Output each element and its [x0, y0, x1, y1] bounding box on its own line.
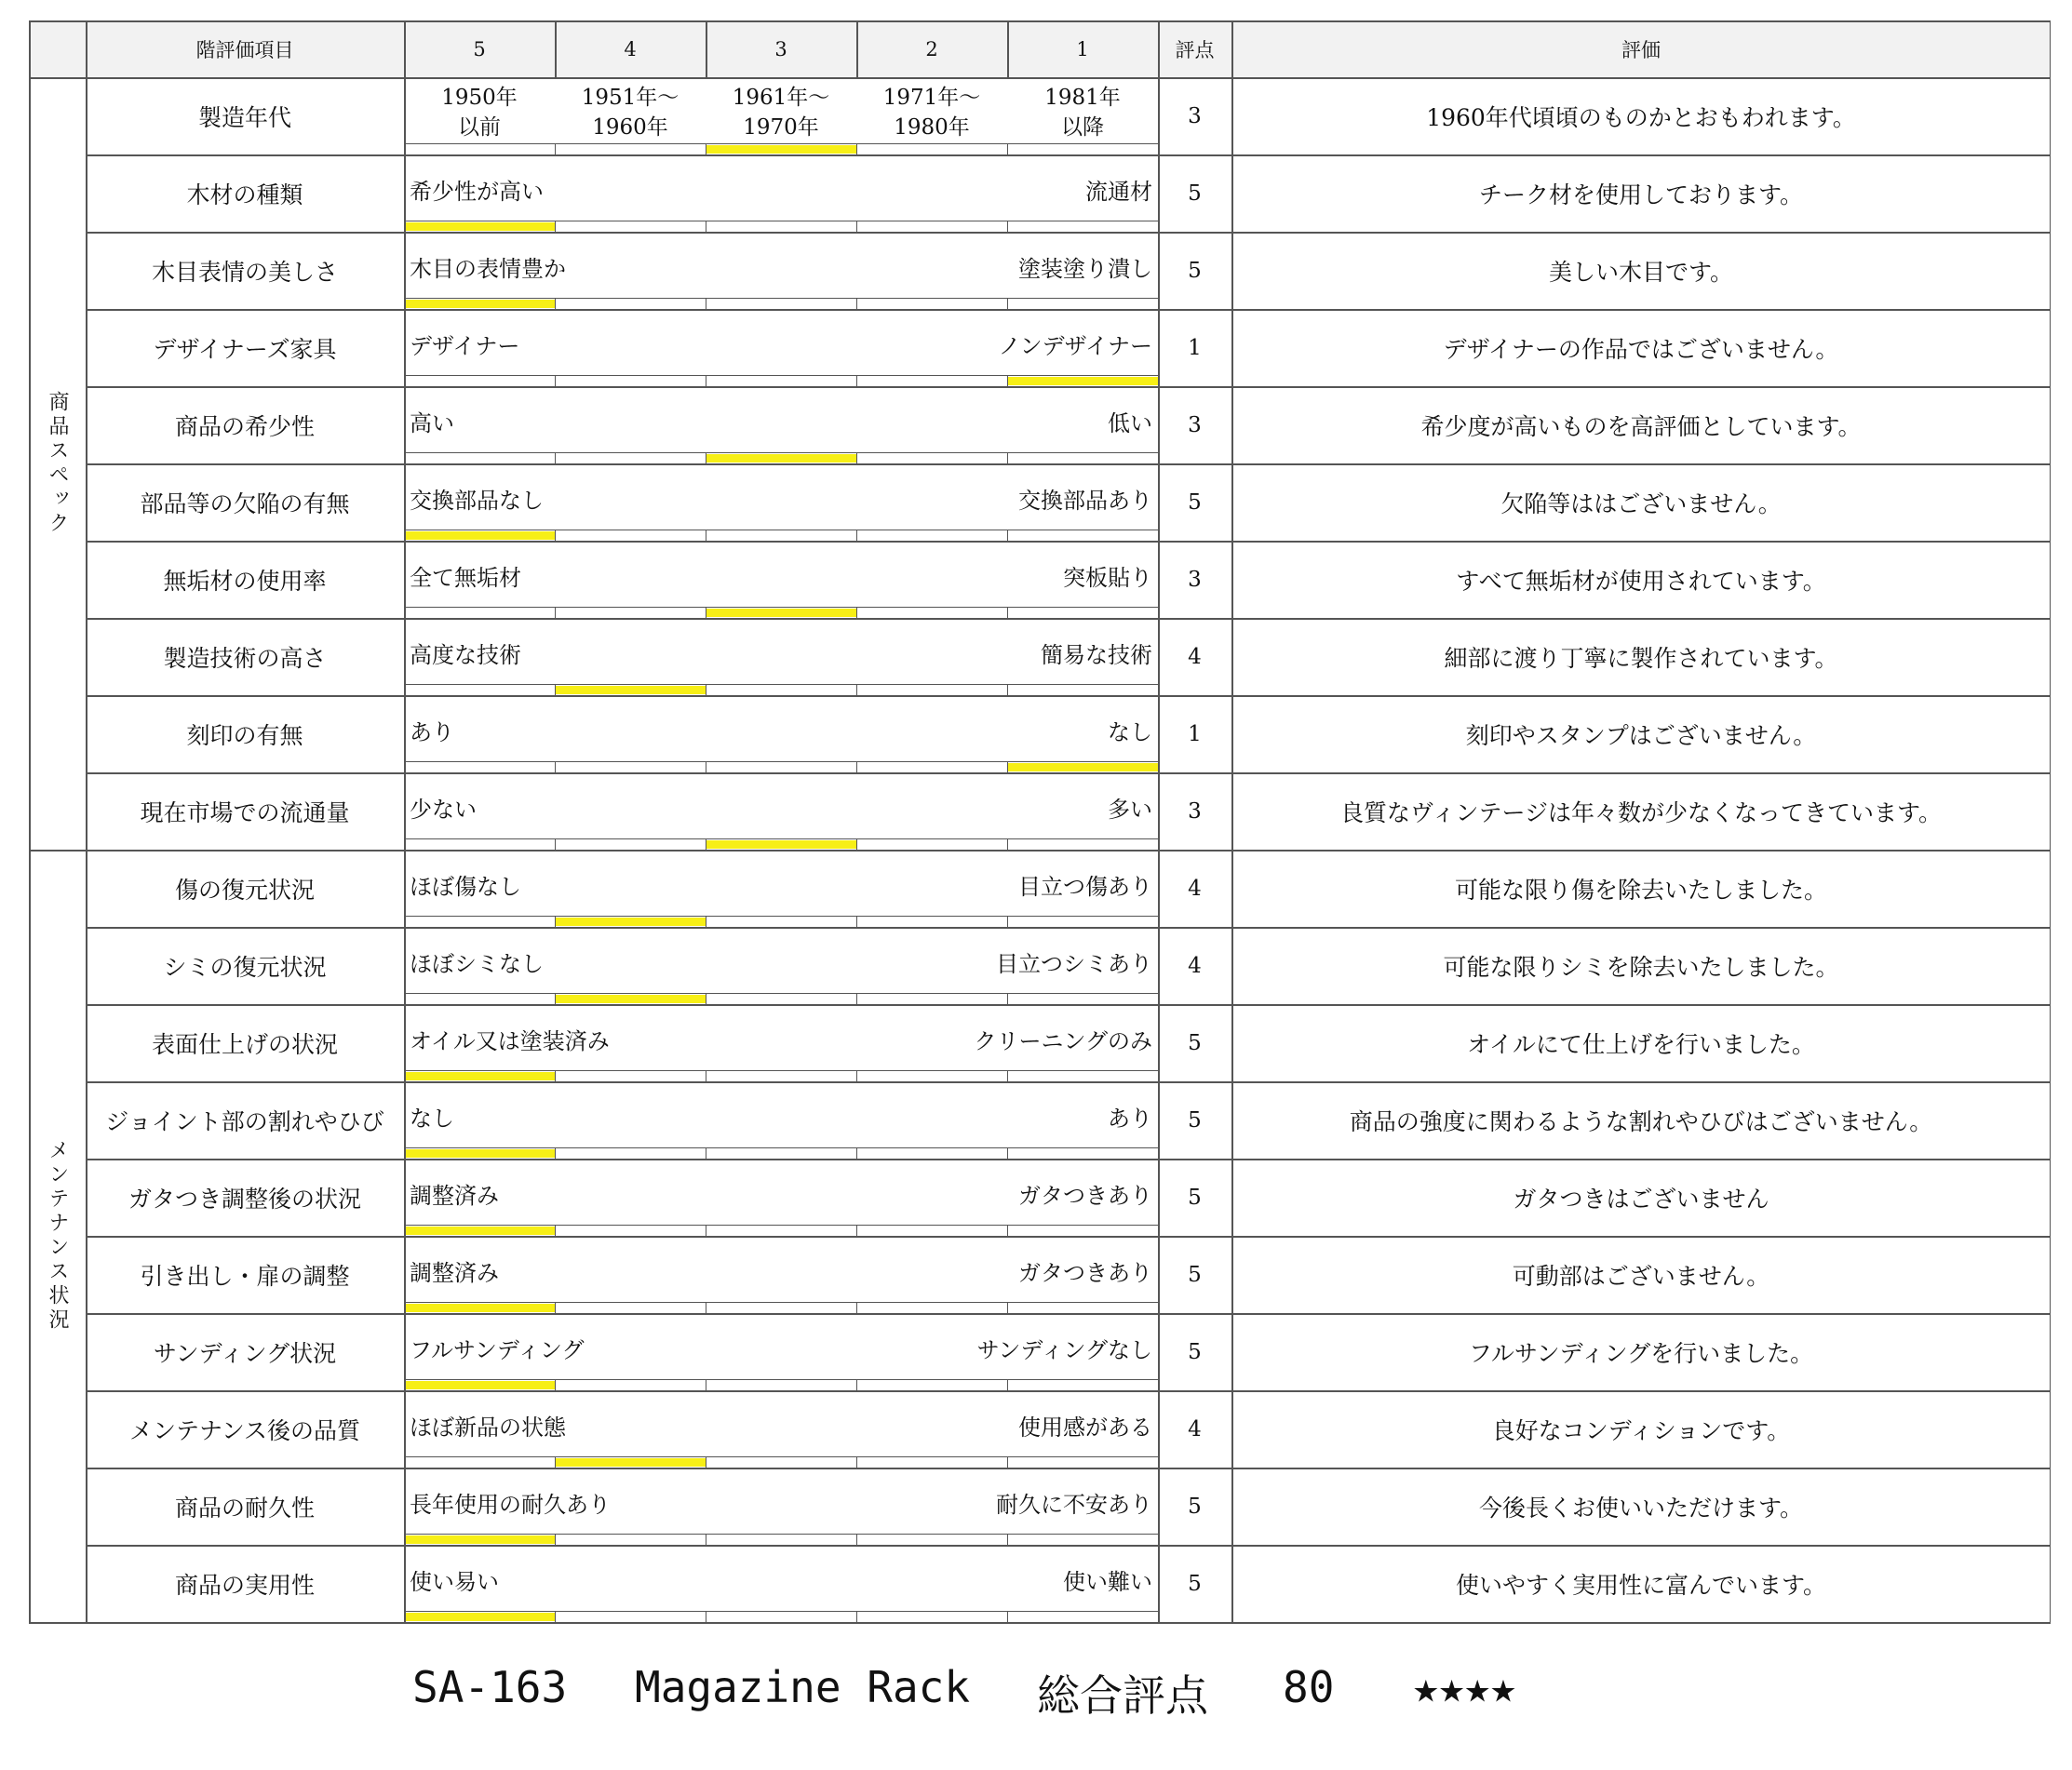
rating-marker	[405, 531, 555, 540]
criterion-label: 無垢材の使用率	[163, 567, 327, 595]
evaluation-comment: 可能な限り傷を除去いたしました。	[1454, 876, 1827, 904]
criterion-label: 木目表情の美しさ	[151, 258, 338, 286]
grid-line	[86, 1545, 2051, 1547]
year-range-label: 1950年 以前	[441, 86, 518, 140]
score-value: 3	[1188, 567, 1202, 592]
grid-line	[86, 1390, 2051, 1392]
rating-marker	[405, 222, 555, 231]
rating-marker	[556, 918, 706, 926]
grid-line	[555, 143, 556, 154]
evaluation-comment: ガタつきはございません	[1513, 1185, 1769, 1213]
grid-line	[856, 1147, 857, 1159]
grid-line	[404, 1456, 1158, 1457]
grid-line	[404, 375, 1158, 376]
grid-line	[856, 375, 857, 386]
grid-line	[404, 916, 1158, 917]
header-corner	[29, 20, 86, 77]
evaluation-comment: 使いやすく実用性に富んでいます。	[1455, 1571, 1826, 1599]
header-level-4: 4	[624, 37, 637, 60]
rating-marker	[556, 995, 706, 1003]
year-range-label: 1961年〜 1970年	[732, 86, 830, 140]
grid-line	[555, 452, 556, 463]
evaluation-comment: 今後長くお使いいただけます。	[1478, 1494, 1803, 1522]
scale-left-label: ほぼ傷なし	[410, 874, 521, 900]
rating-marker	[706, 145, 856, 154]
criterion-label: 部品等の欠陥の有無	[140, 489, 350, 517]
score-value: 1	[1188, 335, 1202, 360]
grid-line	[86, 1159, 2051, 1160]
score-value: 5	[1188, 1494, 1202, 1519]
score-value: 4	[1188, 644, 1202, 669]
grid-line	[555, 1225, 556, 1236]
evaluation-comment: 良好なコンディションです。	[1491, 1416, 1791, 1444]
grid-line	[555, 298, 556, 309]
grid-line	[29, 850, 86, 851]
grid-line	[1007, 1611, 1008, 1622]
grid-line	[404, 684, 1158, 685]
grid-line	[86, 1236, 2051, 1238]
header-score: 評点	[1175, 38, 1215, 61]
criterion-label: 引き出し・扉の調整	[140, 1262, 350, 1290]
score-value: 5	[1188, 1571, 1202, 1596]
grid-line	[856, 1302, 857, 1313]
grid-line	[1007, 1379, 1008, 1390]
grid-line	[404, 1225, 1158, 1226]
scale-left-label: ほぼ新品の状態	[410, 1415, 566, 1441]
grid-line	[1007, 298, 1008, 309]
total-score-label: 総合評点	[1037, 1670, 1208, 1721]
grid-line	[555, 1302, 556, 1313]
summary-footer	[0, 1662, 2072, 1727]
grid-line	[555, 1611, 556, 1622]
grid-line	[86, 850, 2051, 851]
evaluation-comment: オイルにて仕上げを行いました。	[1467, 1030, 1815, 1058]
grid-line	[404, 838, 1158, 839]
grid-line	[404, 1379, 1158, 1380]
grid-line	[856, 916, 857, 927]
criterion-label: 表面仕上げの状況	[151, 1030, 338, 1058]
scale-left-label: デザイナー	[410, 333, 520, 359]
grid-line	[856, 993, 857, 1004]
score-value: 5	[1188, 1262, 1202, 1287]
score-value: 5	[1188, 1030, 1202, 1055]
criterion-label: ガタつき調整後の状況	[128, 1185, 361, 1213]
score-value: 5	[1188, 1185, 1202, 1210]
grid-line	[86, 463, 2051, 465]
score-value: 5	[1188, 1339, 1202, 1364]
grid-line	[29, 77, 2051, 79]
grid-line	[856, 1379, 857, 1390]
scale-right-label: 目立つ傷あり	[1018, 874, 1152, 900]
rating-marker	[405, 1227, 555, 1235]
criterion-label: 商品の耐久性	[174, 1494, 315, 1522]
grid-line	[29, 20, 31, 1622]
grid-line	[856, 838, 857, 850]
grid-line	[86, 386, 2051, 388]
evaluation-comment: すべて無垢材が使用されています。	[1456, 567, 1826, 595]
grid-line	[1007, 1070, 1008, 1081]
criterion-label: 刻印の有無	[186, 721, 303, 749]
criterion-label: ジョイント部の割れやひび	[105, 1107, 384, 1135]
grid-line	[856, 684, 857, 695]
grid-line	[1007, 20, 1009, 77]
grid-line	[856, 761, 857, 772]
criterion-label: デザイナーズ家具	[153, 335, 337, 363]
grid-line	[555, 221, 556, 232]
header-level-2: 2	[925, 37, 938, 60]
scale-left-label: 使い易い	[410, 1569, 499, 1595]
grid-line	[555, 1070, 556, 1081]
scale-left-label: なし	[410, 1106, 454, 1132]
scale-right-label: 突板貼り	[1063, 565, 1152, 591]
rating-marker	[405, 1381, 555, 1389]
grid-line	[86, 1081, 2051, 1083]
score-value: 4	[1188, 953, 1202, 978]
grid-line	[856, 20, 858, 77]
evaluation-comment: 刻印やスタンプはございません。	[1465, 721, 1817, 749]
scale-left-label: 高い	[410, 410, 454, 436]
grid-line	[856, 298, 857, 309]
grid-line	[856, 1225, 857, 1236]
grid-line	[555, 838, 556, 850]
rating-marker	[405, 300, 555, 308]
evaluation-comment: 希少度が高いものを高評価としています。	[1420, 412, 1862, 440]
scale-right-label: 交換部品あり	[1018, 488, 1152, 514]
criterion-label: 製造技術の高さ	[163, 644, 327, 672]
score-value: 4	[1188, 1416, 1202, 1441]
grid-line	[404, 1611, 1158, 1612]
product-name: Magazine Rack	[635, 1662, 971, 1712]
score-value: 3	[1188, 103, 1202, 128]
grid-line	[404, 761, 1158, 762]
criterion-label: メンテナンス後の品質	[128, 1416, 360, 1444]
scale-right-label: ノンデザイナー	[998, 333, 1152, 359]
scale-right-label: 使い難い	[1063, 1569, 1152, 1595]
grid-line	[2050, 20, 2052, 1622]
criterion-label: 商品の希少性	[174, 412, 315, 440]
grid-line	[856, 143, 857, 154]
grid-line	[555, 1147, 556, 1159]
scale-right-label: あり	[1108, 1106, 1152, 1132]
criterion-label: 現在市場での流通量	[140, 798, 350, 826]
scale-left-label: 調整済み	[410, 1260, 499, 1286]
grid-line	[706, 20, 707, 77]
evaluation-comment: フルサンディングを行いました。	[1468, 1339, 1814, 1367]
grid-line	[29, 1622, 2051, 1624]
scale-left-label: 調整済み	[410, 1183, 499, 1209]
scale-right-label: 流通材	[1085, 179, 1152, 205]
grid-line	[29, 20, 2051, 22]
header-level-1: 1	[1076, 37, 1089, 60]
grid-line	[86, 1313, 2051, 1315]
grid-line	[1007, 1534, 1008, 1545]
score-value: 5	[1188, 489, 1202, 515]
grid-line	[856, 1070, 857, 1081]
rating-marker	[405, 1535, 555, 1544]
evaluation-comment: 可動部はございません。	[1512, 1262, 1770, 1290]
scale-right-label: 多い	[1108, 797, 1152, 823]
group-label: メンテナンス状況	[46, 1139, 69, 1333]
header-level-5: 5	[473, 37, 486, 60]
scale-right-label: 低い	[1108, 410, 1152, 436]
grid-line	[86, 1004, 2051, 1006]
grid-line	[86, 20, 87, 1622]
year-range-label: 1951年〜 1960年	[581, 86, 679, 140]
rating-stars: ★★★★	[1413, 1662, 1516, 1712]
score-value: 1	[1188, 721, 1202, 746]
scale-left-label: 長年使用の耐久あり	[410, 1492, 611, 1518]
grid-line	[404, 298, 1158, 299]
grid-line	[1007, 838, 1008, 850]
grid-line	[1007, 221, 1008, 232]
grid-line	[856, 1534, 857, 1545]
scale-left-label: 少ない	[410, 797, 477, 823]
grid-line	[86, 232, 2051, 234]
criterion-label: 製造年代	[197, 103, 291, 131]
grid-line	[86, 541, 2051, 543]
rating-marker	[556, 1458, 706, 1467]
grid-line	[86, 309, 2051, 311]
scale-left-label: 交換部品なし	[410, 488, 544, 514]
rating-marker	[706, 609, 856, 617]
scale-right-label: 耐久に不安あり	[996, 1492, 1152, 1518]
rating-marker	[405, 1072, 555, 1080]
criterion-label: 傷の復元状況	[174, 876, 315, 904]
grid-line	[1231, 20, 1233, 1622]
grid-line	[86, 927, 2051, 929]
grid-line	[1158, 20, 1160, 1622]
grid-line	[1007, 1147, 1008, 1159]
evaluation-comment: 良質なヴィンテージは年々数が少なくなってきています。	[1339, 798, 1942, 826]
rating-marker	[1008, 377, 1158, 385]
criterion-label: 商品の実用性	[174, 1571, 315, 1599]
criterion-label: 木材の種類	[186, 181, 303, 208]
grid-line	[856, 1456, 857, 1468]
product-code: SA-163	[412, 1662, 568, 1712]
grid-line	[404, 1534, 1158, 1535]
evaluation-comment: 美しい木目です。	[1548, 258, 1733, 286]
grid-line	[555, 607, 556, 618]
scale-right-label: ガタつきあり	[1018, 1260, 1152, 1286]
grid-line	[555, 1379, 556, 1390]
scale-right-label: クリーニングのみ	[974, 1028, 1152, 1054]
criterion-label: サンディング状況	[153, 1339, 337, 1367]
header-comment: 評価	[1621, 38, 1661, 61]
scale-left-label: フルサンディング	[410, 1337, 585, 1363]
grid-line	[856, 607, 857, 618]
grid-line	[555, 530, 556, 541]
rating-marker	[556, 686, 706, 694]
score-value: 3	[1188, 412, 1202, 437]
group-label: 商品スペック	[46, 391, 69, 536]
grid-line	[856, 452, 857, 463]
grid-line	[1007, 607, 1008, 618]
year-range-label: 1971年〜 1980年	[882, 86, 981, 140]
header-level-3: 3	[774, 37, 787, 60]
grid-line	[1007, 684, 1008, 695]
evaluation-comment: 商品の強度に関わるような割れやひびはございません。	[1349, 1107, 1933, 1135]
grid-line	[404, 607, 1158, 608]
scale-right-label: 目立つシミあり	[996, 951, 1152, 977]
grid-line	[555, 761, 556, 772]
grid-line	[1007, 452, 1008, 463]
scale-right-label: 塗装塗り潰し	[1018, 256, 1152, 282]
evaluation-comment: 1960年代頃頃のものかとおもわれます。	[1426, 103, 1856, 131]
grid-line	[86, 154, 2051, 156]
grid-line	[1007, 530, 1008, 541]
grid-line	[1007, 993, 1008, 1004]
scale-left-label: あり	[410, 719, 454, 745]
evaluation-comment: 可能な限りシミを除去いたしました。	[1443, 953, 1839, 981]
grid-line	[86, 695, 2051, 697]
grid-line	[404, 993, 1158, 994]
grid-line	[404, 20, 406, 1622]
grid-line	[404, 1147, 1158, 1148]
grid-line	[86, 772, 2051, 774]
evaluation-comment: チーク材を使用しております。	[1478, 181, 1803, 208]
evaluation-comment: 細部に渡り丁寧に製作されています。	[1444, 644, 1838, 672]
grid-line	[555, 20, 557, 77]
scale-left-label: ほぼシミなし	[410, 951, 544, 977]
score-value: 4	[1188, 876, 1202, 901]
score-value: 5	[1188, 181, 1202, 206]
grid-line	[1007, 143, 1008, 154]
rating-marker	[706, 454, 856, 463]
scale-right-label: ガタつきあり	[1018, 1183, 1152, 1209]
evaluation-comment: 欠陥等ははございません。	[1500, 489, 1782, 517]
score-value: 5	[1188, 258, 1202, 283]
scale-right-label: 使用感がある	[1018, 1415, 1152, 1441]
scale-left-label: 希少性が高い	[410, 179, 544, 205]
grid-line	[1007, 1225, 1008, 1236]
grid-line	[555, 1534, 556, 1545]
grid-line	[856, 1611, 857, 1622]
grid-line	[555, 375, 556, 386]
score-value: 3	[1188, 798, 1202, 824]
grid-line	[856, 221, 857, 232]
score-value: 5	[1188, 1107, 1202, 1133]
grid-line	[86, 1468, 2051, 1469]
grid-line	[404, 1070, 1158, 1071]
grid-line	[86, 618, 2051, 620]
scale-left-label: 高度な技術	[410, 642, 521, 668]
rating-marker	[405, 1304, 555, 1312]
scale-left-label: 全て無垢材	[410, 565, 521, 591]
grid-line	[1007, 916, 1008, 927]
grid-line	[404, 452, 1158, 453]
total-score-value: 80	[1283, 1662, 1335, 1712]
rating-marker	[1008, 763, 1158, 771]
evaluation-comment: デザイナーの作品ではございません。	[1443, 335, 1839, 363]
evaluation-sheet	[29, 20, 2051, 1623]
header-item: 階評価項目	[195, 38, 294, 61]
year-range-label: 1981年 以降	[1044, 86, 1121, 140]
grid-line	[404, 143, 1158, 144]
criterion-label: シミの復元状況	[163, 953, 327, 981]
rating-marker	[405, 1613, 555, 1621]
scale-right-label: なし	[1108, 719, 1152, 745]
scale-right-label: サンディングなし	[976, 1337, 1152, 1363]
grid-line	[1007, 1456, 1008, 1468]
rating-marker	[706, 840, 856, 849]
grid-line	[1007, 1302, 1008, 1313]
rating-marker	[405, 1149, 555, 1158]
scale-left-label: 木目の表情豊か	[410, 256, 566, 282]
grid-line	[856, 530, 857, 541]
grid-line	[404, 1302, 1158, 1303]
scale-right-label: 簡易な技術	[1041, 642, 1152, 668]
scale-left-label: オイル又は塗装済み	[410, 1028, 610, 1054]
